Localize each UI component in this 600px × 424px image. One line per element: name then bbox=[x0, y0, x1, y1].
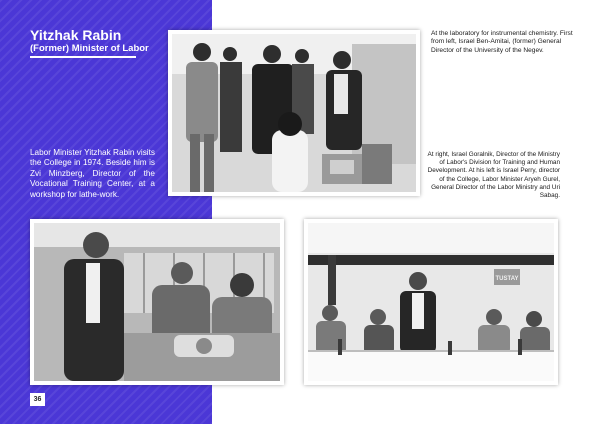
photo-lathe-workshop bbox=[30, 219, 284, 385]
photo-laboratory bbox=[168, 30, 420, 196]
photo-dinner-table-image bbox=[308, 223, 554, 381]
page-subtitle: (Former) Minister of Labor bbox=[30, 43, 149, 54]
page-number: 36 bbox=[30, 393, 45, 406]
caption-laboratory: At the laboratory for instrumental chemistry. First from left, Israel Ben-Amitai, (former) General Director of the University of the Negev. bbox=[431, 30, 573, 54]
photo-laboratory-image bbox=[172, 34, 416, 192]
photo-lathe-workshop-image bbox=[34, 223, 280, 381]
banner-sign-text: TUSTAY bbox=[495, 276, 519, 282]
caption-dinner: At right, Israel Goralnik, Director of the Ministry of Labor's Division for Training and Human Development. At his left is Israel Perry, director of the College, Labor Minister Aryeh Gurel, General Director of the Labor Ministry and Uri Sabag. bbox=[427, 151, 560, 200]
photo-dinner-table bbox=[304, 219, 558, 385]
caption-lathe-workshop: Labor Minister Yitzhak Rabin visits the College in 1974. Beside him is Zvi Minzberg, Director of the Vocational Training Center, at a workshop for lathe-work. bbox=[30, 148, 155, 199]
page-title: Yitzhak Rabin bbox=[30, 27, 122, 43]
subtitle-underline bbox=[30, 56, 136, 58]
